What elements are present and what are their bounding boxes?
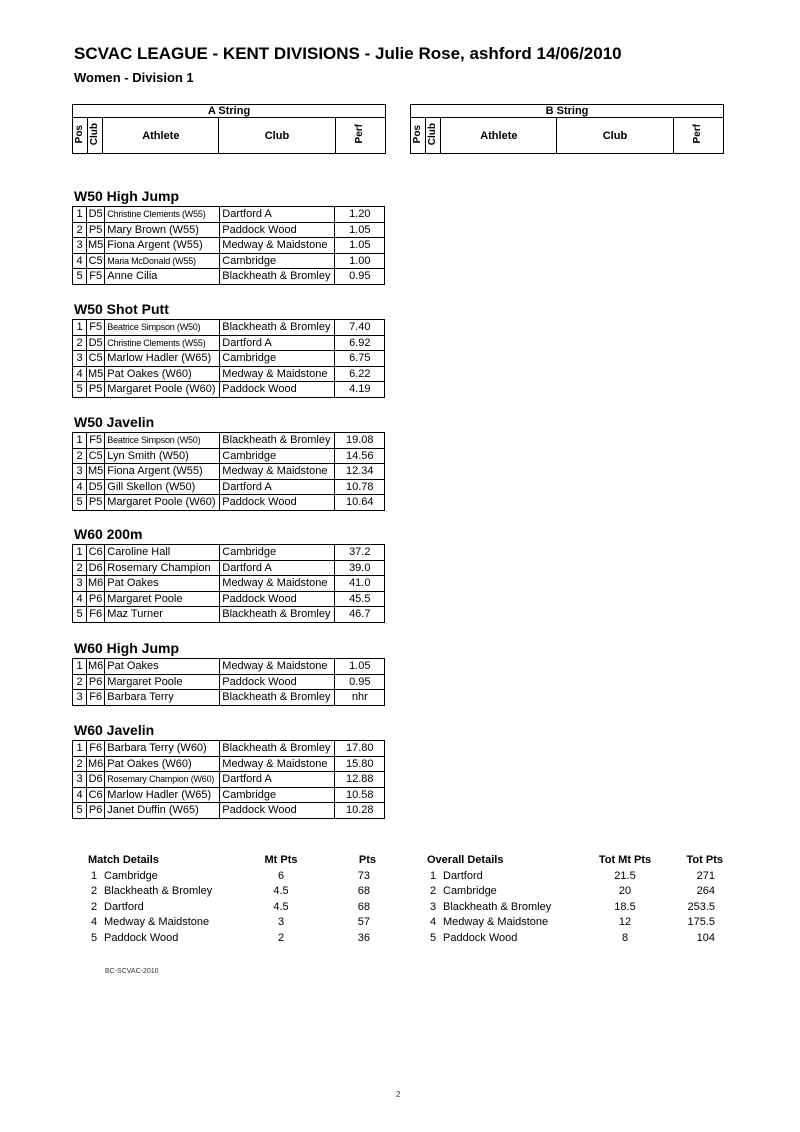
overall-details-table — [427, 852, 723, 946]
club-code-cell: F5 — [87, 320, 105, 336]
performance-cell: 10.78 — [335, 479, 385, 495]
position-cell: 5 — [73, 269, 87, 285]
position-cell: 4 — [429, 916, 437, 929]
performance-cell: 4.19 — [335, 382, 385, 398]
tot-mt-pts-cell: 21.5 — [614, 869, 636, 882]
table-row — [73, 366, 385, 382]
position-cell: 3 — [73, 464, 87, 480]
position-cell: 4 — [73, 787, 87, 803]
overall-row — [427, 915, 723, 931]
club-name-header: Club — [219, 118, 335, 154]
club-code-cell: F6 — [87, 690, 105, 706]
club-name-cell: Cambridge — [220, 351, 335, 367]
table-row — [73, 238, 385, 254]
b-string-label: B String — [411, 105, 724, 118]
athlete-cell: Christine Clements (W55) — [105, 335, 220, 351]
club-code-cell: M5 — [88, 465, 104, 478]
club-code-cell: D6 — [87, 560, 105, 576]
match-row — [88, 915, 378, 931]
club-code-cell: M5 — [88, 239, 104, 252]
position-cell: 2 — [90, 900, 98, 913]
table-row — [73, 741, 385, 757]
table-row — [73, 335, 385, 351]
performance-cell: 10.28 — [335, 803, 385, 819]
athlete-cell: Margaret Poole — [105, 674, 220, 690]
club-name-cell: Paddock Wood — [220, 591, 335, 607]
performance-cell: 12.88 — [335, 772, 385, 788]
table-row — [73, 269, 385, 285]
position-cell: 3 — [73, 238, 87, 254]
athlete-cell: Pat Oakes — [105, 659, 220, 675]
position-cell: 4 — [73, 366, 87, 382]
overall-row — [427, 930, 723, 946]
club-code-header: Club — [427, 122, 439, 146]
position-cell: 2 — [73, 222, 87, 238]
table-row — [73, 351, 385, 367]
performance-cell: 1.20 — [335, 207, 385, 223]
pts-cell: 68 — [357, 900, 370, 913]
table-row — [73, 495, 385, 511]
table-row — [73, 320, 385, 336]
club-code-cell: C5 — [87, 351, 105, 367]
perf-header: Perf — [354, 124, 366, 144]
club-code-cell: C5 — [87, 253, 105, 269]
mt-pts-header: Mt Pts — [264, 854, 298, 866]
table-row — [73, 674, 385, 690]
performance-cell: 6.75 — [335, 351, 385, 367]
table-row — [73, 448, 385, 464]
event-title: W50 High Jump — [74, 188, 180, 204]
position-cell: 1 — [73, 320, 87, 336]
position-cell: 5 — [90, 931, 98, 944]
club-name-cell: Dartford — [443, 869, 483, 882]
athlete-cell: Gill Skellon (W50) — [105, 479, 220, 495]
athlete-cell: Pat Oakes — [105, 576, 220, 592]
pts-cell: 57 — [357, 916, 370, 929]
club-code-cell: F5 — [87, 269, 105, 285]
performance-cell: 1.00 — [335, 253, 385, 269]
pts-cell: 73 — [357, 869, 370, 882]
club-code-cell: F6 — [87, 741, 105, 757]
tot-mt-pts-cell: 20 — [618, 885, 632, 898]
club-name-cell: Paddock Wood — [220, 222, 335, 238]
club-name-cell: Blackheath & Bromley — [220, 690, 335, 706]
athlete-cell: Pat Oakes (W60) — [105, 366, 220, 382]
performance-cell: 6.92 — [335, 335, 385, 351]
pos-header: Pos — [74, 124, 86, 144]
position-cell: 5 — [73, 382, 87, 398]
table-row — [73, 591, 385, 607]
club-name-cell: Medway & Maidstone — [220, 238, 335, 254]
pos-header: Pos — [412, 124, 424, 144]
athlete-cell: Caroline Hall — [105, 545, 220, 561]
position-cell: 2 — [73, 335, 87, 351]
mt-pts-cell: 3 — [277, 916, 285, 929]
club-name-cell: Paddock Wood — [220, 382, 335, 398]
event-title: W50 Javelin — [74, 414, 155, 430]
club-name-cell: Blackheath & Bromley — [220, 607, 335, 623]
club-code-cell: P5 — [87, 222, 105, 238]
club-code-cell: D5 — [87, 207, 105, 223]
position-cell: 5 — [73, 495, 87, 511]
club-code-header: Club — [89, 122, 101, 146]
event-title: W60 Javelin — [74, 722, 155, 738]
athlete-cell: Barbara Terry — [105, 690, 220, 706]
club-name-cell: Blackheath & Bromley — [443, 900, 552, 913]
club-name-cell: Dartford A — [220, 772, 335, 788]
club-name-cell: Paddock Wood — [220, 803, 335, 819]
position-cell: 5 — [73, 803, 87, 819]
club-name-cell: Dartford — [104, 900, 144, 913]
performance-cell: 14.56 — [335, 448, 385, 464]
club-code-cell: M6 — [88, 757, 104, 770]
club-code-cell: F5 — [87, 433, 105, 449]
tot-pts-cell: 104 — [696, 931, 715, 944]
club-name-cell: Dartford A — [220, 479, 335, 495]
match-row — [88, 884, 378, 900]
athlete-cell: Mary Brown (W55) — [105, 222, 220, 238]
event-results-table — [72, 432, 385, 511]
club-code-cell: P6 — [87, 803, 105, 819]
event-title: W50 Shot Putt — [74, 301, 169, 317]
tot-mt-pts-cell: 18.5 — [614, 900, 636, 913]
athlete-cell: Fiona Argent (W55) — [105, 464, 220, 480]
athlete-cell: Fiona Argent (W55) — [105, 238, 220, 254]
club-name-cell: Medway & Maidstone — [220, 576, 335, 592]
tot-mt-pts-cell: 12 — [618, 916, 632, 929]
performance-cell: 15.80 — [335, 756, 385, 772]
table-row — [73, 787, 385, 803]
performance-cell: 41.0 — [335, 576, 385, 592]
club-name-cell: Medway & Maidstone — [220, 464, 335, 480]
mt-pts-cell: 6 — [277, 869, 285, 882]
overall-details-heading: Overall Details — [427, 854, 504, 866]
club-name-cell: Medway & Maidstone — [104, 916, 210, 929]
a-string-label: A String — [73, 105, 386, 118]
match-details-table — [88, 852, 378, 946]
club-name-cell: Medway & Maidstone — [220, 366, 335, 382]
position-cell: 2 — [90, 885, 98, 898]
table-row — [73, 560, 385, 576]
club-name-cell: Dartford A — [220, 207, 335, 223]
position-cell: 1 — [73, 207, 87, 223]
club-name-cell: Blackheath & Bromley — [220, 741, 335, 757]
event-results-table — [72, 740, 385, 819]
performance-cell: 45.5 — [335, 591, 385, 607]
position-cell: 1 — [73, 545, 87, 561]
position-cell: 2 — [429, 885, 437, 898]
position-cell: 2 — [73, 448, 87, 464]
club-name-cell: Cambridge — [443, 885, 497, 898]
performance-cell: 46.7 — [335, 607, 385, 623]
athlete-cell: Maria McDonald (W55) — [105, 253, 220, 269]
performance-cell: 10.64 — [335, 495, 385, 511]
position-cell: 3 — [429, 900, 437, 913]
match-row — [88, 899, 378, 915]
club-name-cell: Dartford A — [220, 560, 335, 576]
athlete-cell: Beatrice Simpson (W50) — [105, 433, 220, 449]
club-name-cell: Blackheath & Bromley — [220, 320, 335, 336]
club-name-cell: Blackheath & Bromley — [104, 885, 213, 898]
position-cell: 2 — [73, 560, 87, 576]
club-name-cell: Cambridge — [220, 448, 335, 464]
tot-pts-header: Tot Pts — [686, 854, 723, 866]
club-code-cell: M6 — [88, 660, 104, 673]
position-cell: 5 — [73, 607, 87, 623]
position-cell: 1 — [90, 869, 98, 882]
club-name-header: Club — [557, 118, 673, 154]
club-code-cell: M5 — [88, 367, 104, 380]
athlete-cell: Lyn Smith (W50) — [105, 448, 220, 464]
table-row — [73, 659, 385, 675]
club-name-cell: Paddock Wood — [104, 931, 179, 944]
performance-cell: 37.2 — [335, 545, 385, 561]
pts-cell: 68 — [357, 885, 370, 898]
tot-pts-cell: 264 — [696, 885, 715, 898]
table-row — [73, 803, 385, 819]
event-results-table — [72, 319, 385, 398]
athlete-cell: Margaret Poole (W60) — [105, 495, 220, 511]
performance-cell: 12.34 — [335, 464, 385, 480]
club-name-cell: Cambridge — [104, 869, 158, 882]
table-row — [73, 433, 385, 449]
club-code-cell: M6 — [88, 577, 104, 590]
athlete-cell: Beatrice Simpson (W50) — [105, 320, 220, 336]
athlete-cell: Maz Turner — [105, 607, 220, 623]
club-code-cell: D5 — [87, 479, 105, 495]
position-cell: 3 — [73, 772, 87, 788]
table-row — [73, 690, 385, 706]
position-cell: 1 — [73, 741, 87, 757]
club-code-cell: C6 — [87, 545, 105, 561]
athlete-cell: Margaret Poole — [105, 591, 220, 607]
performance-cell: 10.58 — [335, 787, 385, 803]
tot-mt-pts-header: Tot Mt Pts — [598, 854, 652, 866]
position-cell: 5 — [429, 931, 437, 944]
club-name-cell: Paddock Wood — [220, 674, 335, 690]
position-cell: 4 — [90, 916, 98, 929]
mt-pts-cell: 4.5 — [273, 885, 289, 898]
athlete-cell: Rosemary Champion (W60) — [105, 772, 220, 788]
event-results-table — [72, 658, 385, 706]
position-cell: 1 — [73, 433, 87, 449]
pts-header: Pts — [358, 854, 376, 866]
page-subtitle: Women - Division 1 — [74, 70, 194, 85]
tot-mt-pts-cell: 8 — [621, 931, 629, 944]
athlete-cell: Marlow Hadler (W65) — [105, 351, 220, 367]
position-cell: 4 — [73, 253, 87, 269]
pts-cell: 36 — [357, 931, 370, 944]
position-cell: 1 — [429, 869, 437, 882]
club-code-cell: C6 — [87, 787, 105, 803]
athlete-cell: Margaret Poole (W60) — [105, 382, 220, 398]
perf-header: Perf — [692, 124, 704, 144]
a-string-header-table — [72, 104, 386, 154]
table-row — [73, 545, 385, 561]
mt-pts-cell: 4.5 — [273, 900, 289, 913]
performance-cell: 0.95 — [335, 269, 385, 285]
page-title: SCVAC LEAGUE - KENT DIVISIONS - Julie Rose, ashford 14/06/2010 — [74, 44, 622, 63]
performance-cell: 6.22 — [335, 366, 385, 382]
position-cell: 2 — [73, 756, 87, 772]
performance-cell: 1.05 — [335, 659, 385, 675]
match-row — [88, 930, 378, 946]
table-row — [73, 479, 385, 495]
athlete-cell: Pat Oakes (W60) — [105, 756, 220, 772]
table-row — [73, 464, 385, 480]
position-cell: 3 — [73, 690, 87, 706]
performance-cell: 17.80 — [335, 741, 385, 757]
athlete-cell: Barbara Terry (W60) — [105, 741, 220, 757]
table-row — [73, 607, 385, 623]
position-cell: 1 — [73, 659, 87, 675]
event-title: W60 High Jump — [74, 640, 180, 656]
table-row — [73, 207, 385, 223]
b-string-header-table — [410, 104, 724, 154]
performance-cell: 1.05 — [335, 222, 385, 238]
performance-cell: 19.08 — [335, 433, 385, 449]
club-code-cell: P6 — [87, 674, 105, 690]
position-cell: 4 — [73, 479, 87, 495]
athlete-cell: Anne Cilia — [105, 269, 220, 285]
table-row — [73, 222, 385, 238]
athlete-cell: Rosemary Champion — [105, 560, 220, 576]
event-results-table — [72, 206, 385, 285]
performance-cell: 7.40 — [335, 320, 385, 336]
page-number: 2 — [396, 1090, 401, 1099]
position-cell: 3 — [73, 351, 87, 367]
athlete-header: Athlete — [441, 118, 557, 154]
table-row — [73, 756, 385, 772]
club-code-cell: P6 — [87, 591, 105, 607]
position-cell: 3 — [73, 576, 87, 592]
event-results-table — [72, 544, 385, 623]
club-code-cell: C5 — [87, 448, 105, 464]
athlete-header: Athlete — [103, 118, 219, 154]
club-name-cell: Paddock Wood — [220, 495, 335, 511]
club-name-cell: Blackheath & Bromley — [220, 433, 335, 449]
match-details-heading: Match Details — [88, 854, 159, 866]
club-name-cell: Medway & Maidstone — [443, 916, 549, 929]
overall-row — [427, 868, 723, 884]
athlete-cell: Marlow Hadler (W65) — [105, 787, 220, 803]
table-row — [73, 253, 385, 269]
performance-cell: 1.05 — [335, 238, 385, 254]
tot-pts-cell: 271 — [696, 869, 715, 882]
club-name-cell: Cambridge — [220, 545, 335, 561]
performance-cell: 39.0 — [335, 560, 385, 576]
club-name-cell: Paddock Wood — [443, 931, 518, 944]
athlete-cell: Christine Clements (W55) — [105, 207, 220, 223]
table-row — [73, 772, 385, 788]
club-name-cell: Blackheath & Bromley — [220, 269, 335, 285]
position-cell: 4 — [73, 591, 87, 607]
overall-row — [427, 899, 723, 915]
club-code-cell: D6 — [87, 772, 105, 788]
club-code-cell: D5 — [87, 335, 105, 351]
tot-pts-cell: 175.5 — [687, 916, 715, 929]
event-title: W60 200m — [74, 526, 143, 542]
table-row — [73, 576, 385, 592]
athlete-cell: Janet Duffin (W65) — [105, 803, 220, 819]
club-code-cell: F6 — [87, 607, 105, 623]
footer-code: BC-SCVAC-2010 — [105, 968, 159, 975]
club-name-cell: Cambridge — [220, 253, 335, 269]
club-name-cell: Medway & Maidstone — [220, 659, 335, 675]
match-row — [88, 868, 378, 884]
performance-cell: nhr — [335, 690, 385, 706]
performance-cell: 0.95 — [335, 674, 385, 690]
tot-pts-cell: 253.5 — [687, 900, 715, 913]
position-cell: 2 — [73, 674, 87, 690]
club-code-cell: P5 — [87, 495, 105, 511]
table-row — [73, 382, 385, 398]
club-name-cell: Dartford A — [220, 335, 335, 351]
club-code-cell: P5 — [87, 382, 105, 398]
club-name-cell: Medway & Maidstone — [220, 756, 335, 772]
mt-pts-cell: 2 — [277, 931, 285, 944]
overall-row — [427, 884, 723, 900]
club-name-cell: Cambridge — [220, 787, 335, 803]
